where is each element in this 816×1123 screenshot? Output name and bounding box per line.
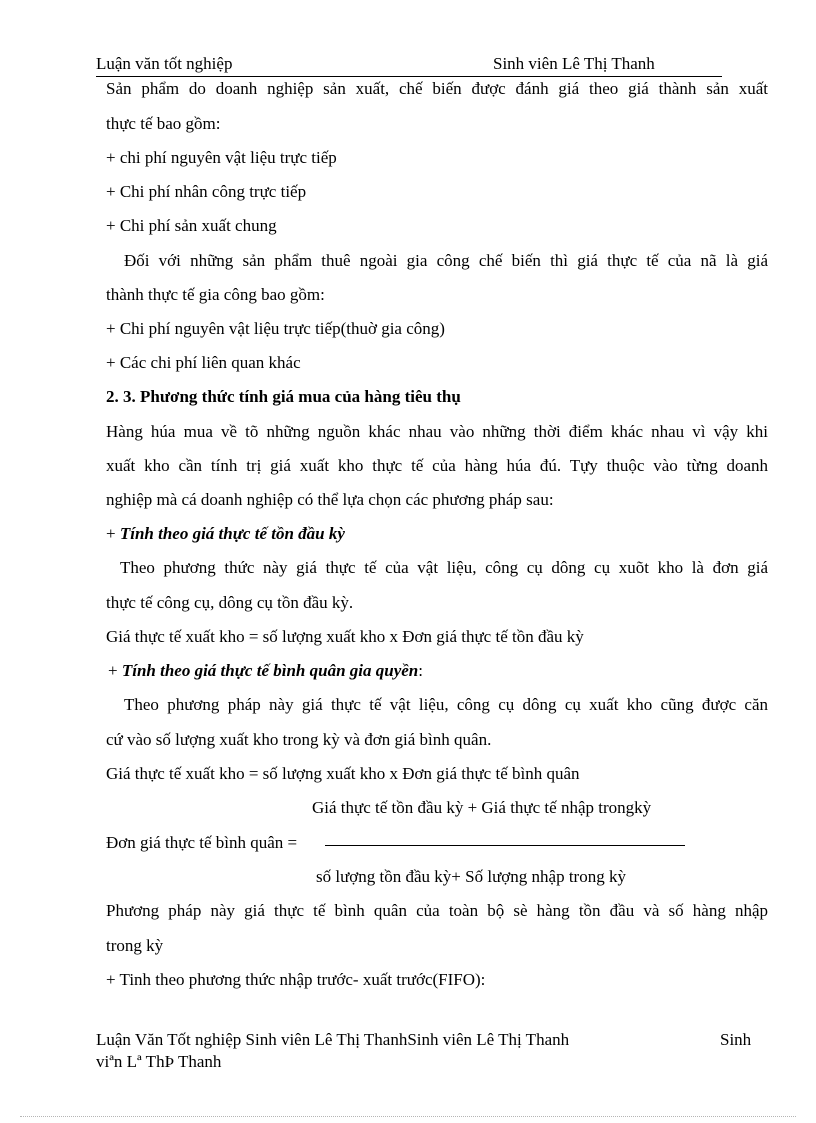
footer-line: Luận Văn Tốt nghiệp Sinh viên Lê Thị ThanhSinh viên Lê Thị Thanh: [96, 1030, 570, 1049]
page-header: [96, 54, 722, 77]
paragraph-line: trong kỳ: [106, 936, 164, 955]
method-heading: [108, 660, 423, 682]
paragraph-line: Hàng húa mua về tõ những nguồn khác nhau vào những thời điểm khác nhau vì vậy khi: [106, 422, 768, 441]
header-right-text: Sinh viên Lê Thị Thanh: [493, 54, 655, 73]
paragraph-line: thực tế bao gồm:: [106, 114, 221, 133]
footer-line-2: viªn Lª ThÞ Thanh: [96, 1052, 222, 1071]
bullet-item: + Chi phí sản xuất chung: [106, 216, 277, 235]
paragraph-line: thực tế công cụ, dông cụ tồn đầu kỳ.: [106, 593, 354, 612]
fraction-bar: [325, 845, 685, 846]
method-title: Tính theo giá thực tế tồn đầu kỳ: [119, 524, 345, 543]
paragraph-line: Phương pháp này giá thực tế bình quân của toàn bộ sè hàng tồn đầu và số hàng nhập: [106, 901, 768, 920]
bullet-item: + Các chi phí liên quan khác: [106, 353, 301, 372]
footer-right: Sinh: [720, 1030, 752, 1049]
page-bottom-divider: [20, 1116, 796, 1117]
paragraph-line: Đối với những sản phẩm thuê ngoài gia công chế biến thì giá thực tế của nã là giá: [124, 251, 768, 270]
paragraph-line: nghiệp mà cá doanh nghiệp có thể lựa chọn các phương pháp sau:: [106, 490, 554, 509]
bullet-item: + Tinh theo phương thức nhập trước- xuất trước(FIFO):: [106, 970, 486, 989]
formula-line: Giá thực tế xuất kho = số lượng xuất kho x Đơn giá thực tế bình quân: [106, 764, 580, 783]
paragraph-line: thành thực tế gia công bao gồm:: [106, 285, 325, 304]
method-title: Tính theo giá thực tế bình quân gia quyền: [121, 661, 419, 680]
section-heading: 2. 3. Phương thức tính giá mua của hàng tiêu thụ: [106, 387, 461, 406]
paragraph-line: Theo phương pháp này giá thực tế vật liệu, công cụ dông cụ xuất kho cũng được căn: [124, 695, 768, 714]
header-left-text: Luận văn tốt nghiệp: [96, 54, 233, 73]
paragraph-line: Theo phương thức này giá thực tế của vật liệu, công cụ dông cụ xuõt kho là đơn giá: [120, 558, 768, 577]
formula-line: Giá thực tế xuất kho = số lượng xuất kho x Đơn giá thực tế tồn đầu kỳ: [106, 627, 584, 646]
bullet-item: + Chi phí nguyên vật liệu trực tiếp(thuờ gia công): [106, 319, 445, 338]
paragraph-line: xuất kho cần tính trị giá xuất kho thực tế của hàng húa đú. Tựy thuộc vào từng doanh: [106, 456, 768, 475]
paragraph-line: Sản phẩm do doanh nghiệp sản xuất, chế biến được đánh giá theo giá thành sản xuất: [106, 79, 768, 98]
method-heading: [106, 523, 345, 545]
bullet-item: + chi phí nguyên vật liệu trực tiếp: [106, 148, 337, 167]
fraction-denominator: số lượng tồn đầu kỳ+ Số lượng nhập trong kỳ: [316, 867, 626, 886]
method-prefix: +: [106, 524, 120, 543]
paragraph-line: cứ vào số lượng xuất kho trong kỳ và đơn giá bình quân.: [106, 730, 492, 749]
bullet-item: + Chi phí nhân công trực tiếp: [106, 182, 307, 201]
method-prefix: +: [108, 661, 122, 680]
fraction-label: Đơn giá thực tế bình quân =: [106, 833, 298, 852]
method-suffix: :: [418, 661, 423, 680]
fraction-numerator: Giá thực tế tồn đầu kỳ + Giá thực tế nhập trongkỳ: [312, 798, 652, 817]
